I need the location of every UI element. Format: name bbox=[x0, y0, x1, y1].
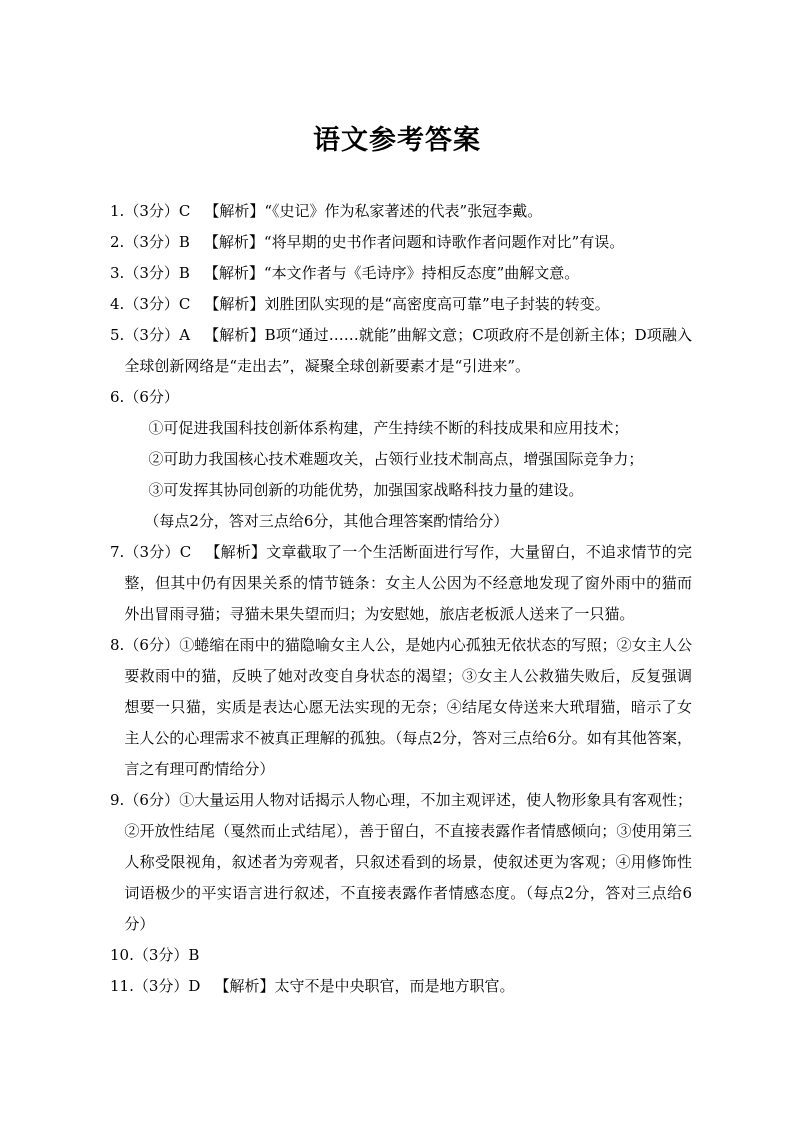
analysis-tag: 【解析】 bbox=[204, 326, 265, 344]
item-text: “《史记》作为私家著述的代表”张冠李戴。 bbox=[264, 202, 543, 220]
answer-item-3 bbox=[110, 258, 692, 289]
item-body bbox=[124, 196, 692, 227]
item-number: 3. bbox=[110, 264, 125, 282]
answer-item-10 bbox=[110, 940, 692, 971]
scoring-note: （每点2分，答对三点给6分，其他合理答案酌情给分） bbox=[144, 512, 509, 530]
item-text: 文章截取了一个生活断面进行写作，大量留白，不追求情节的完整，但其中仍有因果关系的情节链条：女主人公因为不经意地发现了窗外雨中的猫而外出冒雨寻猫；寻猫未果失望而归；为安慰她，旅店老板派人送来了一只猫。 bbox=[124, 543, 692, 623]
item-score: （3分）C bbox=[124, 543, 192, 561]
item-body bbox=[134, 940, 692, 971]
item-score: （6分） bbox=[124, 791, 180, 809]
answer-item-4 bbox=[110, 289, 692, 320]
item-score: （3分）B bbox=[133, 946, 200, 964]
item-text: B项“通过……就能”曲解文意；C项政府不是创新主体；D项融入全球创新网络是“走出去”，凝聚全球创新要素才是“引进来”。 bbox=[124, 326, 692, 375]
item-number: 8. bbox=[110, 636, 125, 654]
answer-list bbox=[110, 196, 692, 1002]
item-number: 1. bbox=[110, 202, 125, 220]
item-text: ①大量运用人物对话揭示人物心理，不加主观评述，使人物形象具有客观性；②开放性结尾（戛然而止式结尾），善于留白，不直接表露作者情感倾向；③使用第三人称受限视角，叙述者为旁观者，只叙述看到的场景，使叙述更为客观；④用修饰性词语极少的平实语言进行叙述，不直接表露作者情感态度。（每点2分，答对三点给6分） bbox=[124, 791, 692, 933]
analysis-tag: 【解析】 bbox=[204, 295, 265, 313]
item-number: 4. bbox=[110, 295, 125, 313]
analysis-tag: 【解析】 bbox=[203, 264, 264, 282]
item-text: “将早期的史书作者问题和诗歌作者问题作对比”有误。 bbox=[263, 233, 625, 251]
item-text: “本文作者与《毛诗序》持相反态度”曲解文意。 bbox=[263, 264, 580, 282]
analysis-tag: 【解析】 bbox=[205, 543, 267, 561]
item-body bbox=[124, 258, 692, 289]
item-body bbox=[124, 320, 692, 382]
point-3: ③可发挥其协同创新的功能优势，加强国家战略科技力量的建设。 bbox=[148, 481, 584, 499]
item-number: 6. bbox=[110, 388, 125, 406]
analysis-tag: 【解析】 bbox=[204, 202, 265, 220]
item-number: 2. bbox=[110, 233, 125, 251]
answer-item-1 bbox=[110, 196, 692, 227]
item-body bbox=[124, 630, 692, 785]
item-score: （3分）B bbox=[124, 233, 190, 251]
answer-item-11 bbox=[110, 971, 692, 1002]
point-1: ①可促进我国科技创新体系构建，产生持续不断的科技成果和应用技术； bbox=[148, 419, 629, 437]
item-body bbox=[124, 382, 692, 537]
item-score: （3分）C bbox=[124, 295, 191, 313]
item-number: 5. bbox=[110, 326, 125, 344]
item-number: 11. bbox=[110, 977, 134, 995]
item-text: 刘胜团队实现的是“高密度高可靠”电子封装的转变。 bbox=[264, 295, 610, 313]
answer-item-2 bbox=[110, 227, 692, 258]
item-score: （3分）C bbox=[124, 202, 191, 220]
item-text: ①蜷缩在雨中的猫隐喻女主人公，是她内心孤独无依状态的写照；②女主人公要救雨中的猫，反映了她对改变自身状态的渴望；③女主人公救猫失败后，反复强调想要一只猫，实质是表达心愿无法实现的无奈；④结尾女侍送来大玳瑁猫，暗示了女主人公的心理需求不被真正理解的孤独。（每点2分，答对三点给6分。如有其他答案，言之有理可酌情给分） bbox=[124, 636, 692, 778]
item-body bbox=[124, 227, 692, 258]
item-number: 10. bbox=[110, 946, 134, 964]
item-score: （3分）D bbox=[133, 977, 201, 995]
item-score: （6分） bbox=[124, 636, 180, 654]
item-number: 9. bbox=[110, 791, 125, 809]
item-body bbox=[134, 971, 692, 1002]
analysis-tag: 【解析】 bbox=[203, 233, 264, 251]
item-score: （6分） bbox=[124, 388, 179, 406]
answer-item-8 bbox=[110, 630, 692, 785]
answer-item-5 bbox=[110, 320, 692, 382]
item-text: 太守不是中央职官，而是地方职官。 bbox=[274, 977, 515, 995]
page-title: 语文参考答案 bbox=[313, 125, 481, 156]
item-score: （3分）A bbox=[124, 326, 191, 344]
answer-item-6 bbox=[110, 382, 692, 537]
item-body bbox=[124, 785, 692, 940]
answer-item-9 bbox=[110, 785, 692, 940]
item-body bbox=[124, 537, 692, 630]
point-2: ②可助力我国核心技术难题攻关，占领行业技术制高点，增强国际竞争力； bbox=[148, 450, 644, 468]
item-score: （3分）B bbox=[124, 264, 190, 282]
answer-item-7 bbox=[110, 537, 692, 630]
item-number: 7. bbox=[110, 543, 125, 561]
item-body bbox=[124, 289, 692, 320]
analysis-tag: 【解析】 bbox=[214, 977, 275, 995]
